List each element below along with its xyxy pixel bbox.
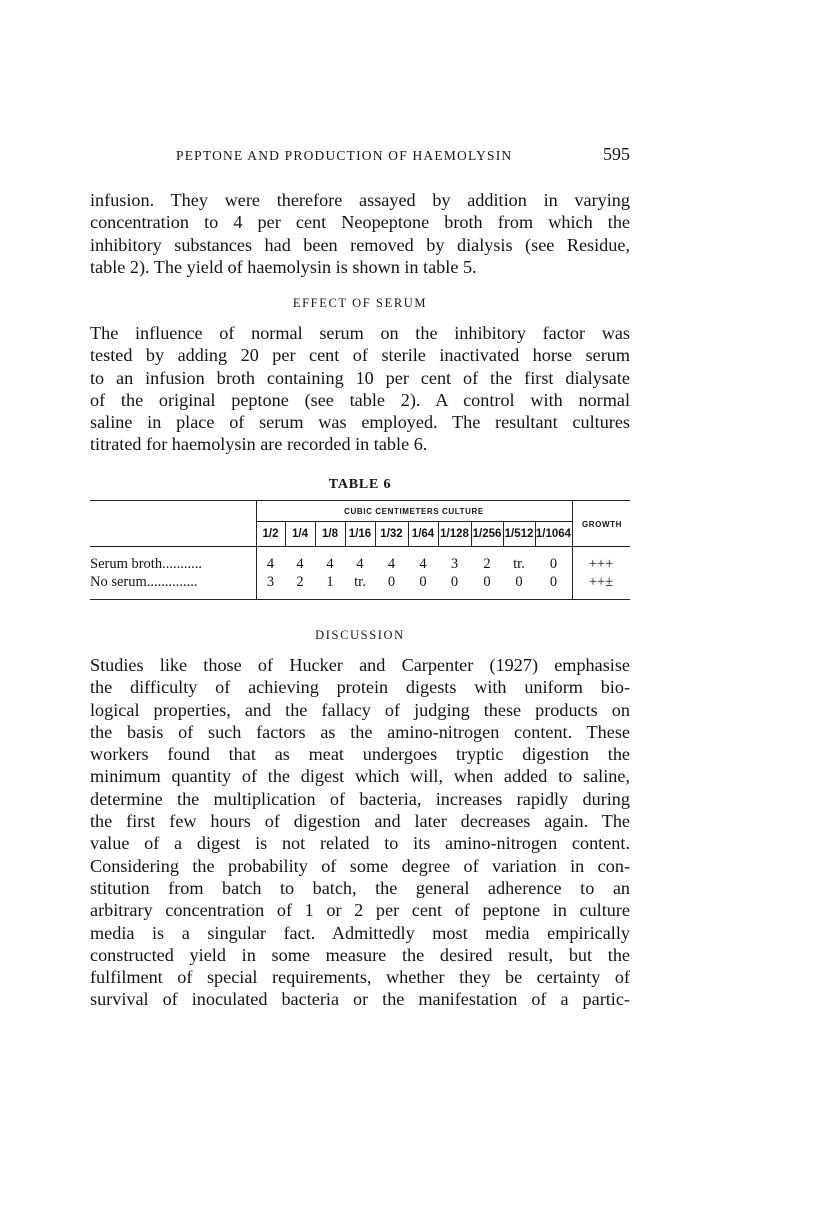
text-line: workers found that as meat undergoes tryptic digestion the xyxy=(90,744,630,765)
table-cell: 2 xyxy=(483,556,491,572)
table-cell: 4 xyxy=(266,556,275,572)
text-line: of the original peptone (see table 2). A control with normal xyxy=(90,389,630,410)
text-line: table 2). The yield of haemolysin is shown in table 5. xyxy=(90,256,477,277)
table-title: TABLE 6 xyxy=(328,477,392,492)
paragraph-effect-of-serum xyxy=(90,322,630,456)
running-head xyxy=(90,146,630,168)
text-line: survival of inoculated bacteria or the manifestation of a partic- xyxy=(90,989,630,1010)
table-cell: tr. xyxy=(513,556,525,572)
text-line: media is a singular fact. Admittedly most media empirically xyxy=(90,922,630,943)
table-cell: 4 xyxy=(387,556,396,572)
column-header: 1/1064 xyxy=(535,528,572,540)
text-line: Considering the probability of some degree of variation in con- xyxy=(90,855,630,876)
column-header: 1/16 xyxy=(348,528,372,540)
column-header: 1/128 xyxy=(440,528,469,540)
table-cell: 3 xyxy=(450,556,459,572)
group-header-cubic-centimeters: CUBIC CENTIMETERS CULTURE xyxy=(344,507,484,516)
text-line: to an infusion broth containing 10 per cent of the first dialysate xyxy=(90,367,630,388)
text-line: value of a digest is not related to its amino-nitrogen content. xyxy=(90,833,630,854)
column-header: 1/512 xyxy=(504,528,534,540)
text-line: concentration to 4 per cent Neopeptone broth from which the xyxy=(90,212,630,233)
text-line: the basis of such factors as the amino-nitrogen content. These xyxy=(90,721,630,742)
text-line: fulfilment of special requirements, whether they be certainty of xyxy=(90,967,630,988)
text-line: stitution from batch to batch, the general adherence to an xyxy=(90,877,630,898)
row-label-serum-broth: Serum broth........... xyxy=(90,556,202,572)
table-cell: 4 xyxy=(296,556,304,572)
text-line: saline in place of serum was employed. The resultant cultures xyxy=(90,412,630,433)
table-cell: 2 xyxy=(296,574,304,590)
table-cell: 0 xyxy=(549,556,558,572)
table-cell: 4 xyxy=(419,556,427,572)
text-line: The influence of normal serum on the inhibitory factor was xyxy=(90,323,630,343)
table-cell: 0 xyxy=(483,574,491,590)
table-cell: 0 xyxy=(419,574,427,590)
column-header: 1/32 xyxy=(380,528,403,540)
column-header: 1/4 xyxy=(292,528,308,540)
paragraph-discussion xyxy=(90,654,630,1011)
growth-header: GROWTH xyxy=(581,520,623,529)
table-cell: 1 xyxy=(326,574,334,590)
growth-cell: +++ xyxy=(588,556,614,572)
table-cell: tr. xyxy=(354,574,366,590)
header-bottom-rule xyxy=(90,546,630,547)
row-label-no-serum: No serum.............. xyxy=(90,574,198,590)
table-cell: 4 xyxy=(326,556,334,572)
group-header-rule xyxy=(256,521,572,522)
growth-cell: ++± xyxy=(588,574,614,590)
paragraph-infusion xyxy=(90,189,630,278)
table-cell: 0 xyxy=(387,574,396,590)
text-line: Studies like those of Hucker and Carpenter (1927) emphasise xyxy=(90,655,630,675)
table-cell: 0 xyxy=(450,574,459,590)
table-cell: 4 xyxy=(356,556,364,572)
table-cell: 3 xyxy=(266,574,275,590)
page-number: 595 xyxy=(603,144,630,164)
text-line: infusion. They were therefore assayed by addition in varying xyxy=(90,190,630,210)
text-line: logical properties, and the fallacy of judging these products on xyxy=(90,699,630,720)
text-line: tested by adding 20 per cent of sterile inactivated horse serum xyxy=(90,345,630,366)
table-bottom-rule xyxy=(90,599,630,600)
text-line: determine the multiplication of bacteria, increases rapidly during xyxy=(90,788,630,809)
table-top-rule xyxy=(90,500,630,501)
data-table xyxy=(90,498,630,602)
column-header: 1/64 xyxy=(411,528,435,540)
section-heading-discussion: DISCUSSION xyxy=(315,628,405,642)
column-header: 1/8 xyxy=(322,528,338,540)
text-line: the first few hours of digestion and later decreases again. The xyxy=(90,811,630,832)
text-line: constructed yield in some measure the desired result, but the xyxy=(90,944,630,965)
table-cell: 0 xyxy=(549,574,558,590)
table-cell: 0 xyxy=(515,574,523,590)
text-line: inhibitory substances had been removed by dialysis (see Residue, xyxy=(90,234,630,255)
column-header: 1/2 xyxy=(262,528,279,540)
column-header: 1/256 xyxy=(472,528,502,540)
text-line: arbitrary concentration of 1 or 2 per cent of peptone in culture xyxy=(90,900,630,921)
running-title: PEPTONE AND PRODUCTION OF HAEMOLYSIN xyxy=(176,148,513,163)
text-line: the difficulty of achieving protein digests with uniform bio- xyxy=(90,677,630,698)
section-heading-effect-of-serum: EFFECT OF SERUM xyxy=(292,296,428,310)
text-line: minimum quantity of the digest which will, when added to saline, xyxy=(90,766,630,787)
text-line: titrated for haemolysin are recorded in table 6. xyxy=(90,434,428,455)
